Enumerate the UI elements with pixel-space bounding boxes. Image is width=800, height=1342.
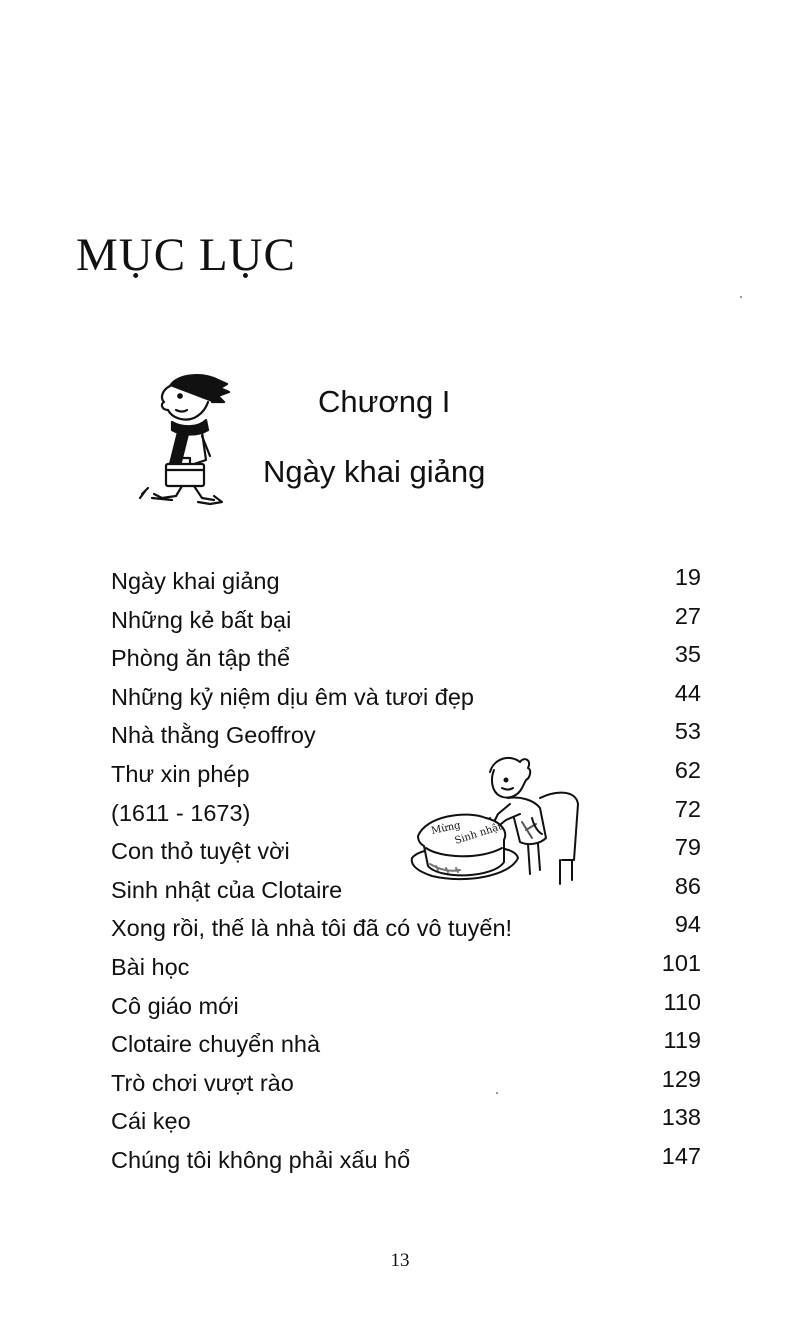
toc-entry-title: (1611 - 1673) — [111, 799, 251, 826]
toc-entry-title: Phòng ăn tập thể — [111, 645, 291, 672]
toc-entry — [111, 832, 701, 871]
toc-entry — [111, 1102, 701, 1141]
toc-entry — [111, 601, 701, 640]
chapter-title: Ngày khai giảng — [263, 454, 486, 489]
scan-speck — [740, 296, 742, 298]
toc-entry-page: 62 — [674, 756, 701, 783]
toc-entry — [111, 1141, 701, 1180]
toc-entry — [111, 755, 701, 794]
toc-entry — [111, 948, 701, 987]
toc-entry-page: 86 — [674, 872, 701, 899]
toc-entry-title: Xong rồi, thế là nhà tôi đã có vô tuyến! — [111, 915, 513, 942]
toc-entry-page: 110 — [663, 988, 701, 1015]
toc-entry-page: 72 — [674, 795, 701, 822]
toc-entry — [111, 1064, 701, 1103]
toc-entry — [111, 562, 701, 601]
svg-text:Sinh nhật: Sinh nhật — [453, 821, 504, 847]
toc-entry — [111, 639, 701, 678]
toc-entry-page: 101 — [661, 949, 701, 976]
toc-entry-page: 138 — [661, 1104, 701, 1131]
toc-entry-page: 19 — [674, 564, 701, 590]
toc-entry-page: 147 — [661, 1142, 701, 1169]
toc-entry-title: Những kẻ bất bại — [111, 606, 292, 633]
page-title: MỤC LỤC — [76, 229, 296, 281]
toc-entry-page: 94 — [674, 911, 701, 938]
boy-with-birthday-cake-icon — [410, 752, 582, 902]
toc-entry-title: Con thỏ tuyệt vời — [111, 838, 290, 865]
toc-entry-page: 44 — [674, 679, 701, 706]
toc-entry — [111, 1025, 701, 1064]
toc-entry-title: Bài học — [111, 953, 190, 980]
page-number: 13 — [390, 1250, 410, 1271]
svg-text:Mừng: Mừng — [430, 820, 462, 837]
toc-entry-title: Nhà thằng Geoffroy — [111, 722, 316, 749]
toc-entry-title: Ngày khai giảng — [111, 568, 280, 594]
toc-entry — [111, 871, 701, 910]
toc-entry — [111, 909, 701, 948]
toc-entry-title: Cái kẹo — [111, 1108, 191, 1135]
toc-entry-title: Cô giáo mới — [111, 992, 239, 1019]
toc-entry-page: 35 — [674, 641, 701, 668]
toc-entry-page: 79 — [674, 834, 701, 861]
toc-entry-title: Những kỷ niệm dịu êm và tươi đẹp — [111, 683, 474, 710]
toc-entry-title: Chúng tôi không phải xấu hổ — [111, 1146, 411, 1173]
toc-entry-title: Trò chơi vượt rào — [111, 1069, 294, 1096]
toc-entry-title: Clotaire chuyển nhà — [111, 1031, 321, 1058]
chapter-number: Chương I — [318, 384, 451, 419]
table-of-contents — [111, 562, 701, 1180]
boy-walking-with-schoolbag-icon — [132, 372, 237, 512]
toc-entry-page: 53 — [674, 718, 701, 745]
toc-entry-page: 129 — [661, 1065, 701, 1092]
scan-speck — [496, 1092, 498, 1094]
toc-entry-page: 119 — [663, 1027, 701, 1054]
toc-entry — [111, 987, 701, 1026]
toc-entry — [111, 794, 701, 833]
toc-entry-title: Sinh nhật của Clotaire — [111, 876, 343, 903]
toc-entry-title: Thư xin phép — [111, 760, 250, 787]
toc-entry — [111, 678, 701, 717]
toc-entry — [111, 716, 701, 755]
toc-entry-page: 27 — [674, 602, 701, 629]
